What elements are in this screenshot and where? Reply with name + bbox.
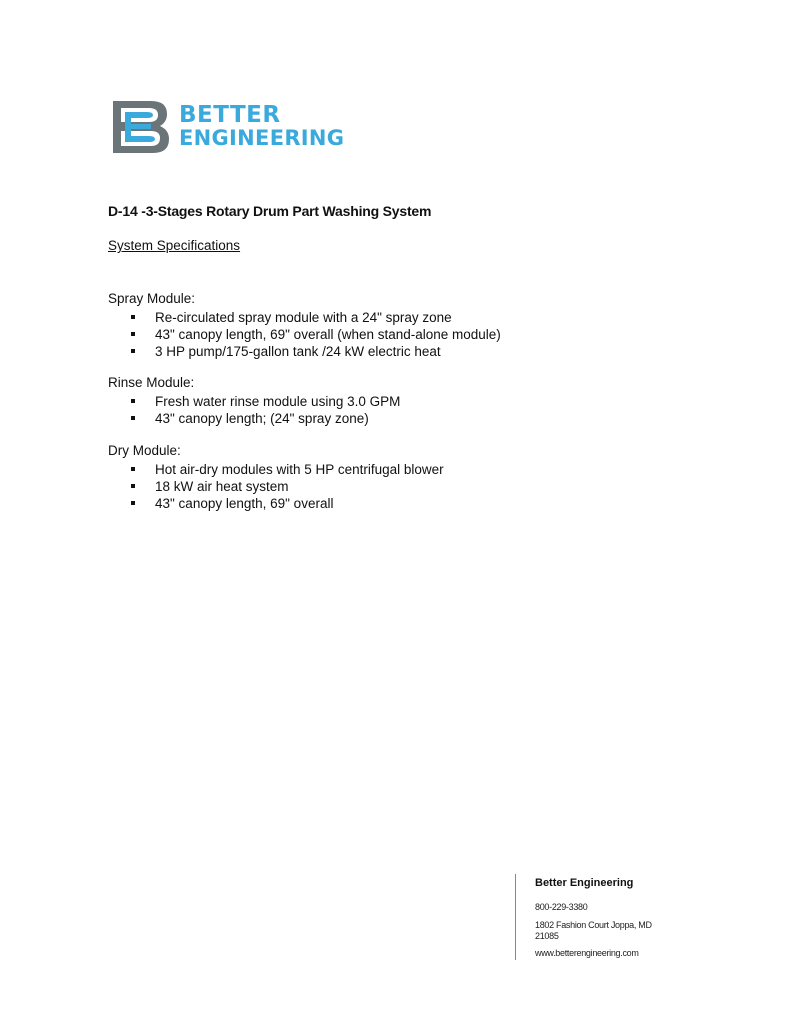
footer-website: www.betterengineering.com [535, 948, 639, 958]
bullet-square-icon [131, 399, 135, 403]
bullet-square-icon [131, 467, 135, 471]
section-label: Dry Module: [108, 443, 181, 458]
list-item: 18 kW air heat system [108, 478, 444, 495]
bullet-square-icon [131, 349, 135, 353]
section-spray-module [108, 290, 501, 360]
bullet-list [108, 309, 501, 360]
list-item: 43" canopy length, 69" overall [108, 495, 444, 512]
bullet-list [108, 461, 444, 512]
bullet-square-icon [131, 501, 135, 505]
company-logo [113, 101, 344, 153]
logo-line-2: ENGINEERING [179, 126, 345, 150]
document-title: D-14 -3-Stages Rotary Drum Part Washing System [108, 203, 432, 219]
footer-address-line-1: 1802 Fashion Court Joppa, MD [535, 920, 652, 930]
bullet-square-icon [131, 315, 135, 319]
list-item: 43" canopy length, 69" overall (when stand-alone module) [108, 326, 501, 343]
footer-contact-block [515, 874, 685, 960]
footer-company-name: Better Engineering [535, 877, 634, 889]
bullet-square-icon [131, 332, 135, 336]
bullet-square-icon [131, 416, 135, 420]
bullet-list [108, 393, 400, 427]
list-item: 43" canopy length; (24" spray zone) [108, 410, 400, 427]
section-label: Spray Module: [108, 291, 196, 306]
section-dry-module [108, 442, 444, 512]
logo-wordmark [179, 104, 344, 150]
footer-phone: 800-229-3380 [535, 902, 588, 912]
list-item: Fresh water rinse module using 3.0 GPM [108, 393, 400, 410]
list-item: 3 HP pump/175-gallon tank /24 kW electric heat [108, 343, 501, 360]
logo-line-1: BETTER [179, 102, 281, 128]
bullet-square-icon [131, 484, 135, 488]
list-item: Hot air-dry modules with 5 HP centrifugal blower [108, 461, 444, 478]
spec-heading: System Specifications [108, 238, 241, 253]
section-rinse-module [108, 374, 400, 427]
footer-address-line-2: 21085 [535, 931, 559, 941]
section-label: Rinse Module: [108, 375, 195, 390]
better-engineering-b-logo-icon [113, 101, 169, 153]
list-item: Re-circulated spray module with a 24" spray zone [108, 309, 501, 326]
